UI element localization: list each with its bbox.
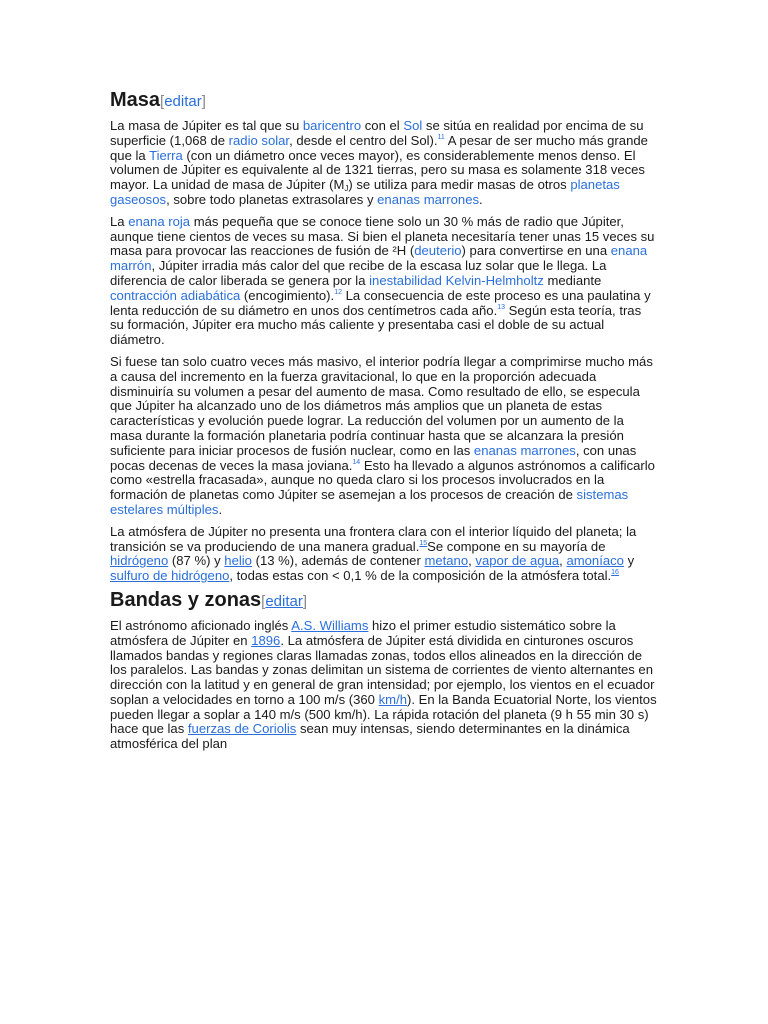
link-amoniaco[interactable]: amoníaco bbox=[566, 553, 624, 569]
text: ) para convertirse en una bbox=[461, 243, 611, 259]
text: El astrónomo aficionado inglés bbox=[110, 617, 292, 633]
link-contraccion-adiabatica[interactable]: contracción adiabática bbox=[110, 287, 241, 303]
edit-section-link-wrapper: [editar] bbox=[261, 592, 308, 610]
text: , desde el centro del Sol). bbox=[289, 132, 438, 148]
text: ) se utiliza para medir masas de otros bbox=[348, 177, 571, 193]
text: La masa de Júpiter es tal que su bbox=[110, 118, 303, 133]
link-inestabilidad-kelvin-helmholtz[interactable]: inestabilidad Kelvin-Helmholtz bbox=[369, 272, 544, 288]
text: se sitúa en realidad por encima de su superficie (1,068 de bbox=[110, 118, 644, 148]
text: (13 %), además de contener bbox=[251, 553, 425, 569]
paragraph bbox=[110, 355, 658, 518]
text: y bbox=[623, 553, 635, 569]
edit-section-link[interactable]: editar bbox=[164, 93, 202, 110]
link-helio[interactable]: helio bbox=[224, 553, 252, 569]
link-as-williams[interactable]: A.S. Williams bbox=[291, 617, 369, 633]
text: Si fuese tan solo cuatro veces más masivo, el interior podría llegar a comprimirse mucho más a causa del incremento en la fuerza gravitacional, lo que en la proporción adecuada disminuiría su volumen a pesar del aumento de masa. Como resultado de ello, se especula que Júpiter ha alcanzado uno de los diámetros más amplios que un planeta de estas características y evolución puede lograr. La reducción del volumen por un aumento de la masa durante la formación planetaria podría continuar hasta que se alcanzara la presión suficiente para iniciar procesos de fusión nuclear, como en las bbox=[110, 353, 653, 458]
link-enanas-marrones[interactable]: enanas marrones bbox=[377, 191, 480, 207]
link-baricentro[interactable]: baricentro bbox=[302, 118, 362, 133]
text: , todas estas con < 0,1 % de la composición de la atmósfera total. bbox=[229, 568, 612, 584]
link-enana-marron[interactable]: enana marrón bbox=[110, 243, 648, 274]
section-heading-bandas-y-zonas bbox=[110, 586, 658, 616]
link-tierra[interactable]: Tierra bbox=[149, 147, 183, 163]
text: Se compone en su mayoría de bbox=[427, 538, 606, 554]
link-hidrogeno[interactable]: hidrógeno bbox=[110, 553, 169, 569]
text: Según esta teoría, tras su formación, Júpiter era mucho más caliente y presentaba casi el doble de su actual diámetro. bbox=[110, 302, 642, 348]
link-sol[interactable]: Sol bbox=[403, 118, 423, 133]
link-fuerzas-de-coriolis[interactable]: fuerzas de Coriolis bbox=[187, 721, 297, 737]
edit-section-link-wrapper: [editar] bbox=[160, 93, 206, 110]
link-km-h[interactable]: km/h bbox=[378, 691, 407, 707]
link-metano[interactable]: metano bbox=[424, 553, 469, 569]
link-vapor-de-agua[interactable]: vapor de agua bbox=[475, 553, 560, 569]
edit-section-link[interactable]: editar bbox=[265, 592, 303, 610]
text: sean muy intensas, siendo determinantes en la dinámica atmosférica del plan bbox=[110, 721, 630, 752]
subscript: J bbox=[344, 184, 349, 194]
text: (87 %) y bbox=[168, 553, 225, 569]
reference-link[interactable]: 16 bbox=[611, 569, 619, 577]
link-sulfuro-de-hidrogeno[interactable]: sulfuro de hidrógeno bbox=[110, 568, 230, 584]
reference-link[interactable]: 15 bbox=[419, 539, 428, 547]
paragraph bbox=[110, 525, 658, 584]
paragraph bbox=[110, 619, 658, 752]
reference-link[interactable]: 11 bbox=[437, 133, 445, 141]
text: , bbox=[468, 553, 476, 569]
link-enana-roja[interactable]: enana roja bbox=[128, 213, 191, 229]
text: (encogimiento). bbox=[240, 287, 335, 303]
link-radio-solar[interactable]: radio solar bbox=[228, 132, 290, 148]
reference-link[interactable]: 12 bbox=[334, 288, 342, 296]
text: mediante bbox=[543, 272, 602, 288]
text: Esto ha llevado a algunos astrónomos a calificarlo como «estrella fracasada», aunque no queda claro si los procesos involucrados en la formación de planetas como Júpiter se asemejan a los procesos de creación de bbox=[110, 457, 655, 503]
text: , sobre todo planetas extrasolares y bbox=[166, 191, 378, 207]
reference-link[interactable]: 13 bbox=[497, 303, 506, 311]
text: ). En la Banda Ecuatorial Norte, los vientos pueden llegar a soplar a 140 m/s (500 km/h). La rápida rotación del planeta (9 h 55 min 30 s) hace que las bbox=[110, 691, 657, 737]
link-deuterio[interactable]: deuterio bbox=[414, 243, 462, 259]
link-sistemas-estelares-multiples[interactable]: sistemas estelares múltiples bbox=[110, 487, 629, 517]
link-enanas-marrones[interactable]: enanas marrones bbox=[473, 442, 576, 458]
text: A pesar de ser mucho más grande que la bbox=[110, 132, 648, 163]
text: La consecuencia de este proceso es una paulatina y lenta reducción de su diámetro en unos dos centímetros cada año. bbox=[110, 287, 651, 318]
section-heading-masa bbox=[110, 86, 658, 116]
reference-link[interactable]: 14 bbox=[352, 458, 361, 466]
text: La bbox=[110, 213, 129, 229]
section-title: Masa bbox=[110, 89, 161, 111]
text: . La atmósfera de Júpiter está dividida en cinturones oscuros llamados bandas y regiones claras llamadas zonas, todos ellos alineados en la dirección de los paralelos. Las bandas y zonas delimitan un sistema de corrientes de viento alternantes en dirección con la latitud y en general de gran intensidad; por ejemplo, los vientos en el ecuador soplan a velocidades en torno a 100 m/s (360 bbox=[110, 632, 655, 707]
text: La atmósfera de Júpiter no presenta una frontera clara con el interior líquido del planeta; la transición se va produciendo de una manera gradual. bbox=[110, 523, 637, 554]
text: , con unas pocas decenas de veces la masa joviana. bbox=[110, 442, 637, 473]
link-planetas-gaseosos[interactable]: planetas gaseosos bbox=[110, 177, 620, 207]
text: hizo el primer estudio sistemático sobre la atmósfera de Júpiter en bbox=[110, 617, 616, 648]
text: más pequeña que se conoce tiene solo un 30 % más de radio que Júpiter, aunque tiene cientos de veces su masa. Si bien el planeta necesitaría tener unas 15 veces su masa para provocar las reacciones de fusión de ²H ( bbox=[110, 213, 655, 259]
paragraph bbox=[110, 119, 658, 208]
text: , Júpiter irradia más calor del que recibe de la escasa luz solar que le llega. La diferencia de calor liberada se genera por la bbox=[110, 258, 607, 288]
text: , bbox=[559, 553, 567, 569]
paragraph bbox=[110, 215, 658, 348]
text: con el bbox=[361, 118, 404, 133]
text: . bbox=[218, 501, 223, 517]
section-title: Bandas y zonas bbox=[110, 588, 262, 611]
text: (con un diámetro once veces mayor), es considerablemente menos denso. El volumen de Júpiter es equivalente al de 1321 tierras, pero su masa es solamente 318 veces mayor. La unidad de masa de Júpiter (M bbox=[110, 147, 645, 193]
link-1896[interactable]: 1896 bbox=[251, 632, 281, 648]
text: . bbox=[479, 191, 483, 207]
